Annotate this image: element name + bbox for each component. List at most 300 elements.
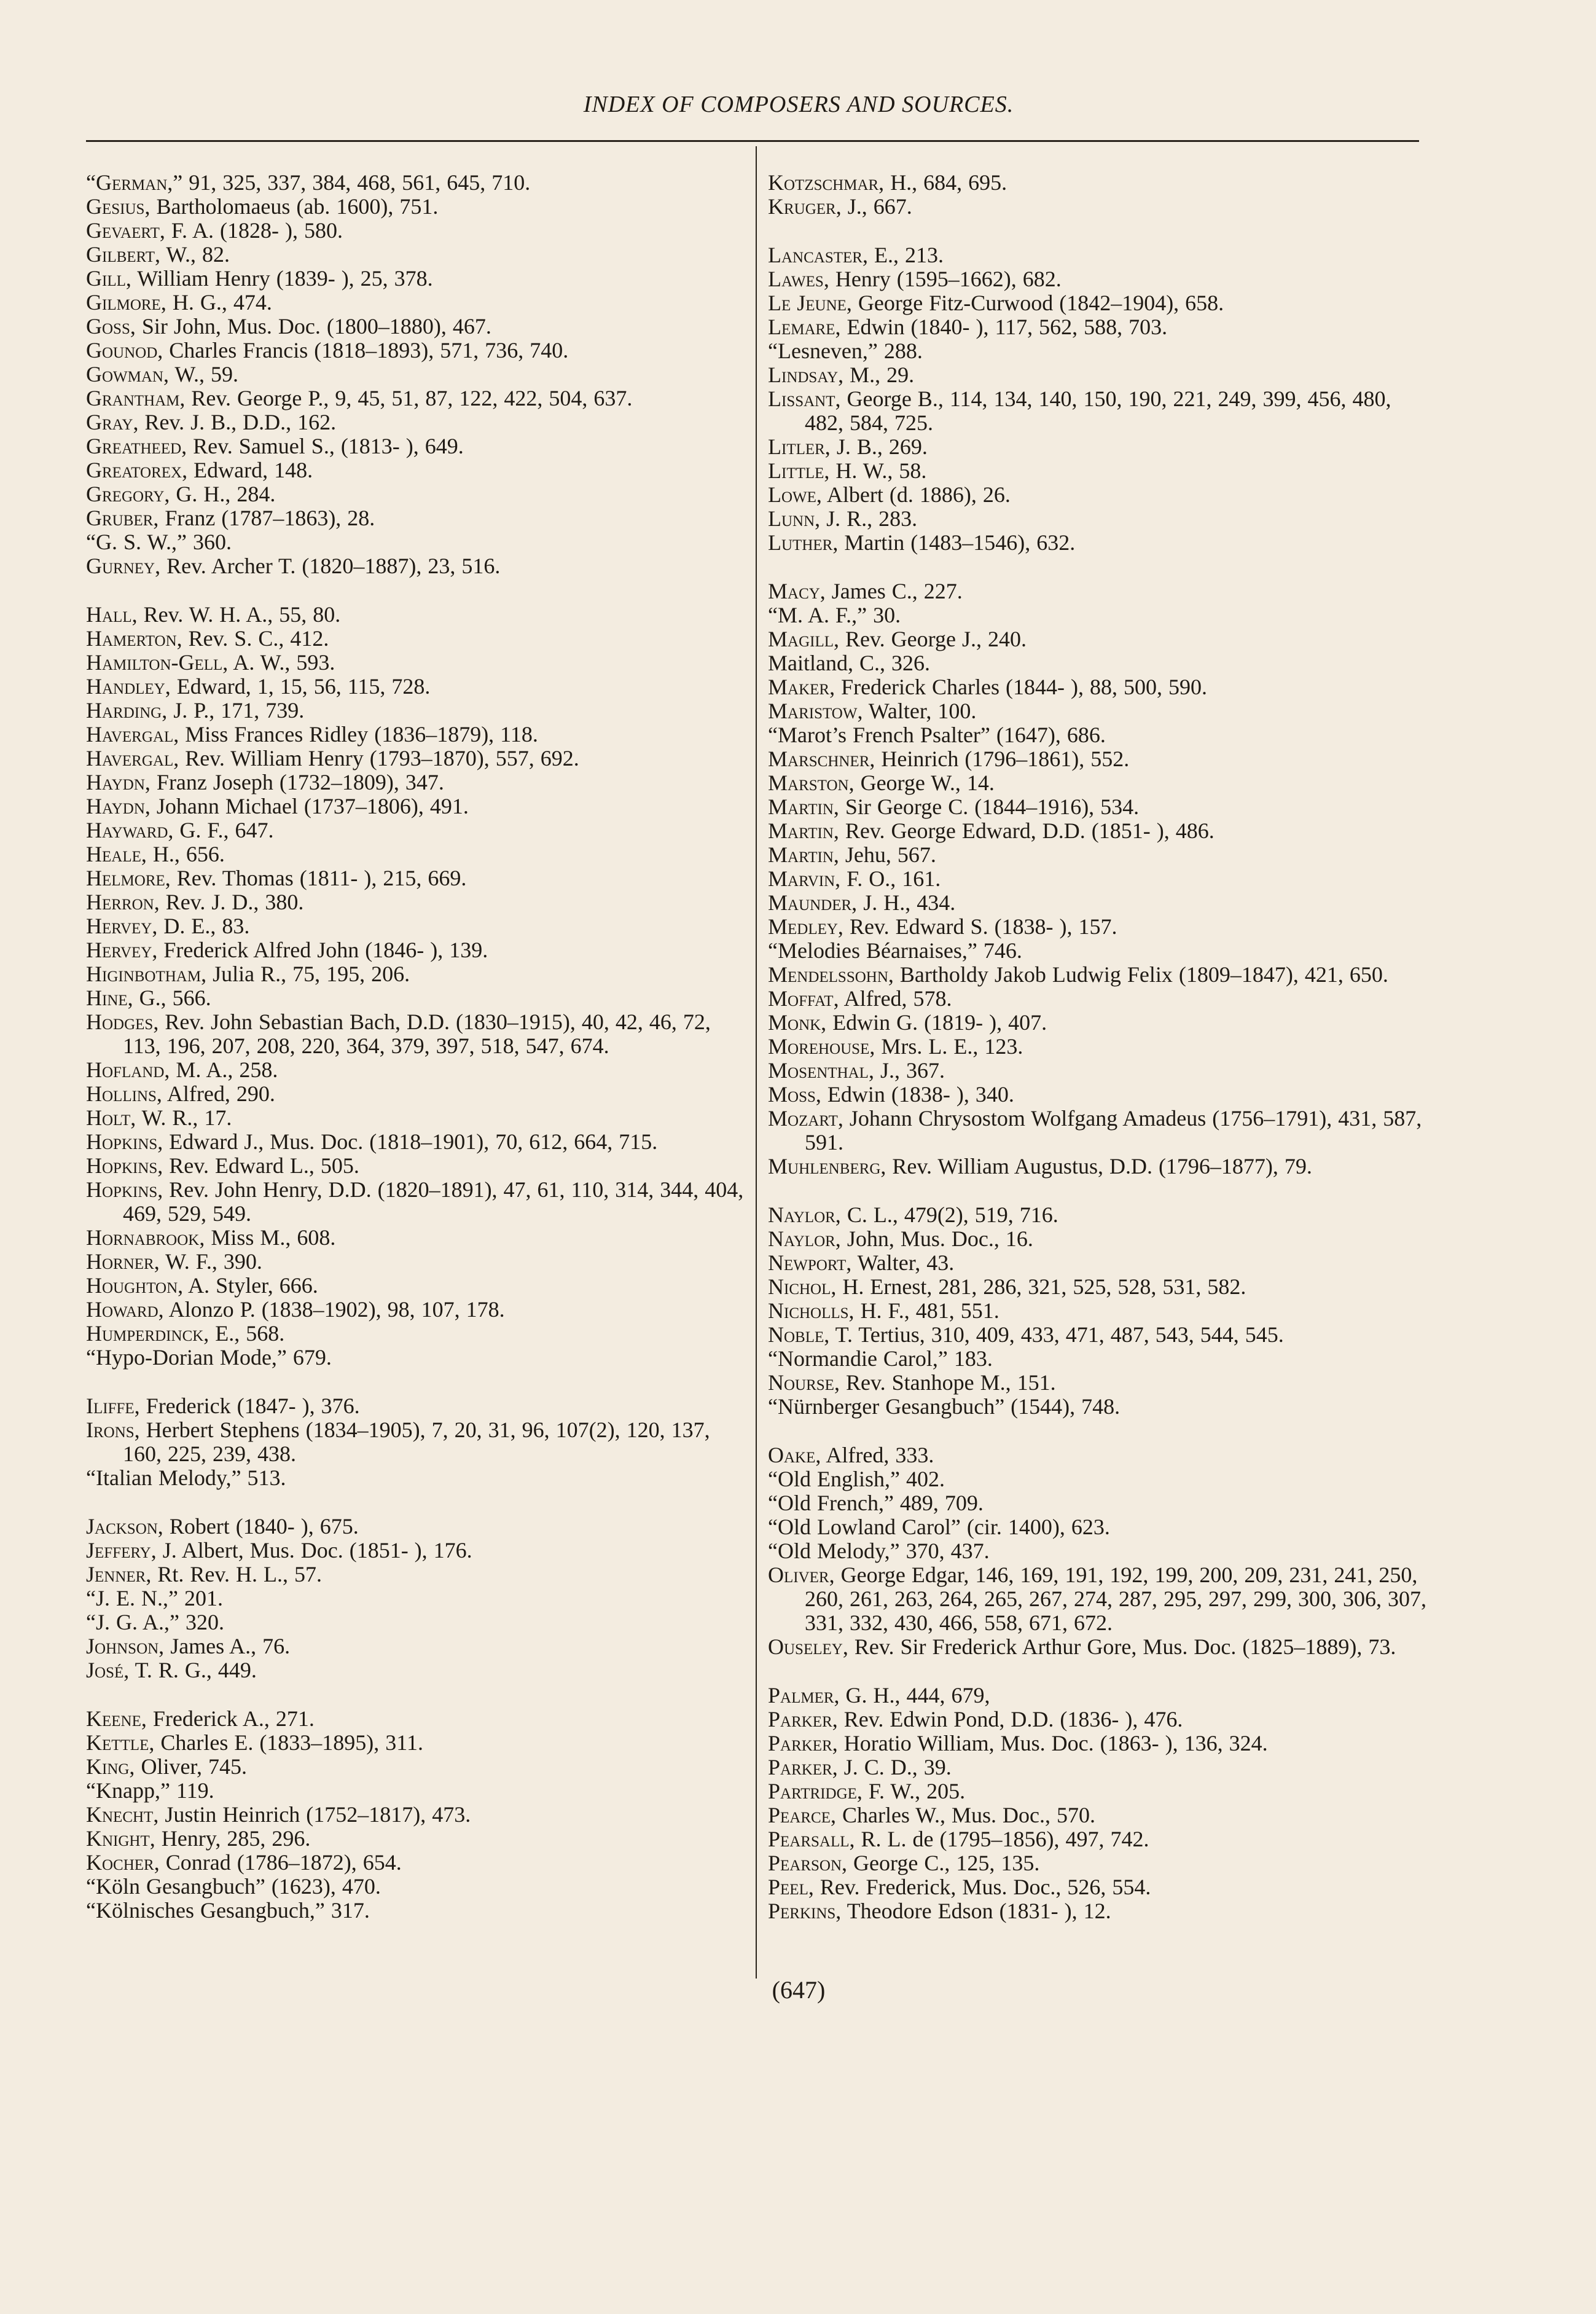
- entry-name: Maunder,: [768, 890, 858, 915]
- entry-name: Kettle,: [86, 1730, 155, 1755]
- index-entry: [86, 723, 749, 747]
- entry-refs: M. A., 258.: [170, 1057, 278, 1082]
- entry-refs: Charles W., Mus. Doc., 570.: [835, 1803, 1095, 1827]
- index-entry: [86, 1274, 749, 1298]
- index-entry: [86, 890, 749, 914]
- index-entry: [86, 1058, 749, 1082]
- entry-refs: D. E., 83.: [157, 914, 250, 938]
- entry-refs: H., 656.: [146, 842, 225, 866]
- entry-refs: “Knapp,” 119.: [86, 1778, 214, 1803]
- index-entry: [768, 1227, 1431, 1251]
- index-entry: [768, 651, 1431, 675]
- entry-refs: Franz (1787–1863), 28.: [158, 506, 375, 530]
- index-entry: [86, 171, 749, 195]
- entry-name: Horner,: [86, 1249, 160, 1274]
- entry-refs: J. B., 269.: [830, 434, 928, 459]
- entry-refs: Rev. Thomas (1811- ), 215, 669.: [170, 866, 467, 890]
- index-entry: [768, 435, 1431, 459]
- index-entry: [768, 987, 1431, 1011]
- entry-name: Knecht,: [86, 1802, 159, 1827]
- index-entry: [768, 171, 1431, 195]
- entry-name: “German,”: [86, 170, 183, 195]
- index-entry: [768, 771, 1431, 795]
- entry-refs: “Old Lowland Carol” (cir. 1400), 623.: [768, 1515, 1110, 1539]
- index-section: [768, 1203, 1431, 1419]
- entry-refs: E., 213.: [867, 243, 944, 267]
- index-entry: [86, 482, 749, 506]
- entry-name: Harding,: [86, 698, 168, 723]
- index-entry: [768, 387, 1431, 435]
- entry-refs: Justin Heinrich (1752–1817), 473.: [158, 1802, 471, 1827]
- entry-name: Gregory,: [86, 482, 170, 506]
- entry-refs: “Hypo-Dorian Mode,” 679.: [86, 1345, 332, 1370]
- page-number: (647): [772, 1976, 826, 2004]
- index-entry: [768, 1395, 1431, 1419]
- entry-name: Lowe,: [768, 482, 822, 507]
- index-entry: [86, 1250, 749, 1274]
- entry-name: Helmore,: [86, 866, 171, 890]
- entry-name: Monk,: [768, 1010, 827, 1035]
- entry-name: Le Jeune,: [768, 291, 852, 315]
- entry-refs: Bartholdy Jakob Ludwig Felix (1809–1847), 421, 650.: [893, 962, 1388, 987]
- entry-refs: Rev. George Edward, D.D. (1851- ), 486.: [839, 818, 1215, 843]
- index-section: [768, 171, 1431, 219]
- entry-refs: G. H., 444, 679,: [839, 1683, 990, 1708]
- entry-refs: Frederick (1847- ), 376.: [139, 1394, 360, 1418]
- index-entry: [86, 1010, 749, 1058]
- entry-name: Medley,: [768, 914, 843, 939]
- entry-name: Humperdinck,: [86, 1321, 209, 1346]
- entry-refs: “M. A. F.,” 30.: [768, 603, 901, 627]
- entry-name: Hall,: [86, 602, 138, 627]
- index-entry: [86, 1634, 749, 1658]
- index-section: [768, 1443, 1431, 1659]
- entry-name: Gowman,: [86, 362, 169, 386]
- entry-refs: F. A. (1828- ), 580.: [165, 218, 343, 243]
- entry-refs: Rev. J. D., 380.: [159, 890, 304, 914]
- entry-refs: Martin (1483–1546), 632.: [838, 530, 1076, 555]
- index-entry: [768, 1827, 1431, 1851]
- entry-name: Houghton,: [86, 1273, 184, 1298]
- entry-refs: H. Ernest, 281, 286, 321, 525, 528, 531, 582.: [836, 1274, 1246, 1299]
- entry-name: Knight,: [86, 1826, 155, 1851]
- entry-name: Gounod,: [86, 338, 163, 363]
- entry-name: Holt,: [86, 1105, 136, 1130]
- entry-refs: Henry (1595–1662), 682.: [829, 267, 1062, 291]
- entry-name: Luther,: [768, 530, 839, 555]
- entry-name: Hayward,: [86, 818, 174, 842]
- entry-name: Herron,: [86, 890, 160, 914]
- entry-refs: Alfred, 578.: [839, 986, 952, 1011]
- entry-refs: “Old French,” 489, 709.: [768, 1491, 984, 1515]
- entry-refs: George C., 125, 135.: [847, 1851, 1040, 1875]
- entry-name: Pearsall,: [768, 1827, 855, 1851]
- entry-refs: A. W., 593.: [228, 650, 335, 675]
- entry-name: Parker,: [768, 1731, 838, 1755]
- index-section: [86, 171, 749, 578]
- entry-name: Kocher,: [86, 1850, 160, 1875]
- entry-name: Gevaert,: [86, 218, 165, 243]
- entry-refs: Jehu, 567.: [839, 842, 936, 867]
- index-entry: [768, 1107, 1431, 1155]
- entry-refs: “J. G. A.,” 320.: [86, 1610, 224, 1634]
- entry-refs: Bartholomaeus (ab. 1600), 751.: [150, 194, 439, 219]
- index-entry: [86, 986, 749, 1010]
- index-entry: [768, 1299, 1431, 1323]
- entry-name: Perkins,: [768, 1899, 842, 1923]
- right-column: [768, 171, 1431, 1948]
- index-entry: [768, 915, 1431, 939]
- entry-name: Marston,: [768, 771, 855, 795]
- index-entry: [768, 579, 1431, 603]
- index-entry: [86, 747, 749, 771]
- entry-name: Hornabrook,: [86, 1225, 205, 1250]
- entry-refs: “Melodies Béarnaises,” 746.: [768, 938, 1022, 963]
- index-entry: [86, 363, 749, 386]
- index-entry: [86, 1707, 749, 1731]
- index-entry: [86, 1322, 749, 1346]
- index-entry: [86, 1755, 749, 1779]
- index-entry: [768, 339, 1431, 363]
- entry-refs: John, Mus. Doc., 16.: [840, 1226, 1033, 1251]
- entry-name: Lemare,: [768, 315, 841, 339]
- entry-name: Lindsay,: [768, 363, 844, 387]
- entry-refs: “Lesneven,” 288.: [768, 339, 923, 363]
- entry-refs: “Nürnberger Gesangbuch” (1544), 748.: [768, 1394, 1121, 1419]
- entry-refs: Miss Frances Ridley (1836–1879), 118.: [179, 722, 538, 747]
- index-entry: [86, 458, 749, 482]
- entry-refs: H. W., 58.: [829, 458, 927, 483]
- entry-refs: Rev. Edward S. (1838- ), 157.: [843, 914, 1117, 939]
- index-entry: [86, 1418, 749, 1466]
- entry-refs: W., 59.: [169, 362, 239, 386]
- index-entry: [768, 1467, 1431, 1491]
- entry-name: Oliver,: [768, 1563, 835, 1587]
- entry-name: Naylor,: [768, 1202, 841, 1227]
- index-section: [768, 579, 1431, 1179]
- entry-refs: Rev. John Sebastian Bach, D.D. (1830–1915), 40, 42, 46, 72, 113, 196, 207, 208, 220, 364, 379, 397, 518, 547, 674.: [123, 1010, 711, 1058]
- entry-name: Greatorex,: [86, 458, 188, 482]
- entry-refs: Robert (1840- ), 675.: [163, 1514, 359, 1539]
- entry-refs: William Henry (1839- ), 25, 378.: [131, 266, 433, 291]
- entry-name: Johnson,: [86, 1634, 165, 1658]
- index-entry: [768, 1323, 1431, 1347]
- entry-refs: Johann Chrysostom Wolfgang Amadeus (1756–1791), 431, 587, 591.: [805, 1106, 1422, 1155]
- entry-refs: J. H., 434.: [857, 890, 956, 915]
- entry-name: Hopkins,: [86, 1153, 163, 1178]
- index-entry: [768, 267, 1431, 291]
- index-entry: [86, 506, 749, 530]
- index-entry: [768, 243, 1431, 267]
- entry-name: Moss,: [768, 1082, 821, 1107]
- entry-refs: Alfred, 290.: [162, 1081, 275, 1106]
- entry-refs: G. H., 284.: [170, 482, 276, 506]
- index-entry: [86, 1346, 749, 1370]
- index-entry: [768, 819, 1431, 843]
- index-entry: [768, 1684, 1431, 1708]
- index-entry: [86, 794, 749, 818]
- entry-refs: Rev. John Henry, D.D. (1820–1891), 47, 61, 110, 314, 344, 404, 469, 529, 549.: [123, 1177, 744, 1226]
- entry-name: Magill,: [768, 627, 839, 651]
- entry-name: Little,: [768, 458, 830, 483]
- entry-refs: George B., 114, 134, 140, 150, 190, 221, 249, 399, 456, 480, 482, 584, 725.: [805, 386, 1391, 435]
- entry-refs: Rev. William Augustus, D.D. (1796–1877), 79.: [886, 1154, 1312, 1179]
- index-entry: [768, 1539, 1431, 1563]
- entry-refs: J., 667.: [841, 194, 912, 219]
- entry-refs: J. Albert, Mus. Doc. (1851- ), 176.: [156, 1538, 472, 1563]
- entry-refs: Heinrich (1796–1861), 552.: [875, 747, 1130, 771]
- entry-name: Hofland,: [86, 1057, 170, 1082]
- index-entry: [86, 962, 749, 986]
- entry-refs: Rev. Edwin Pond, D.D. (1836- ), 476.: [837, 1707, 1183, 1732]
- entry-name: Gesius,: [86, 194, 151, 219]
- entry-name: Hamerton,: [86, 626, 182, 651]
- index-entry: [86, 1851, 749, 1875]
- entry-name: Gilmore,: [86, 290, 166, 315]
- index-entry: [768, 1035, 1431, 1059]
- entry-name: Hopkins,: [86, 1129, 163, 1154]
- index-entry: [86, 386, 749, 410]
- index-entry: [768, 1155, 1431, 1179]
- entry-name: Gray,: [86, 410, 139, 434]
- entry-name: Muhlenberg,: [768, 1154, 886, 1179]
- entry-refs: Rev. W. H. A., 55, 80.: [137, 602, 341, 627]
- index-entry: [86, 1658, 749, 1682]
- entry-refs: Rev. George J., 240.: [839, 627, 1027, 651]
- entry-refs: H. F., 481, 551.: [854, 1298, 999, 1323]
- index-entry: [768, 1491, 1431, 1515]
- index-entry: [86, 1586, 749, 1610]
- entry-name: Gilbert,: [86, 242, 160, 267]
- entry-refs: Edward J., Mus. Doc. (1818–1901), 70, 612, 664, 715.: [163, 1129, 658, 1154]
- index-entry: [86, 818, 749, 842]
- entry-name: Havergal,: [86, 746, 179, 771]
- index-entry: [86, 554, 749, 578]
- index-entry: [86, 771, 749, 794]
- index-entry: [768, 531, 1431, 555]
- entry-name: Keene,: [86, 1706, 147, 1731]
- entry-name: Haydn,: [86, 794, 151, 818]
- index-entry: [86, 339, 749, 363]
- entry-refs: Frederick A., 271.: [146, 1706, 315, 1731]
- entry-name: Goss,: [86, 314, 136, 339]
- entry-refs: “Old English,” 402.: [768, 1467, 945, 1491]
- index-entry: [768, 507, 1431, 531]
- entry-name: Macy,: [768, 579, 826, 603]
- index-entry: [86, 675, 749, 699]
- entry-name: José,: [86, 1658, 130, 1682]
- entry-name: Jenner,: [86, 1562, 152, 1586]
- index-entry: [768, 1563, 1431, 1635]
- index-entry: [768, 939, 1431, 963]
- entry-name: Newport,: [768, 1250, 852, 1275]
- index-entry: [768, 1059, 1431, 1083]
- index-entry: [768, 363, 1431, 387]
- entry-name: Moffat,: [768, 986, 839, 1011]
- entry-name: Palmer,: [768, 1683, 840, 1708]
- index-entry: [86, 1298, 749, 1322]
- entry-refs: “J. E. N.,” 201.: [86, 1586, 223, 1610]
- entry-refs: Johann Michael (1737–1806), 491.: [150, 794, 469, 818]
- entry-refs: Sir George C. (1844–1916), 534.: [839, 794, 1140, 819]
- index-entry: [86, 866, 749, 890]
- entry-name: Jackson,: [86, 1514, 163, 1539]
- index-section: [768, 243, 1431, 555]
- entry-name: Howard,: [86, 1297, 164, 1322]
- entry-refs: Theodore Edson (1831- ), 12.: [841, 1899, 1111, 1923]
- entry-name: Oake,: [768, 1443, 821, 1467]
- entry-refs: Rev. Archer T. (1820–1887), 23, 516.: [160, 554, 501, 578]
- entry-refs: H. G., 474.: [166, 290, 272, 315]
- entry-refs: Rev. George P., 9, 45, 51, 87, 122, 422, 504, 637.: [185, 386, 633, 410]
- index-entry: [86, 1610, 749, 1634]
- entry-refs: Alonzo P. (1838–1902), 98, 107, 178.: [163, 1297, 505, 1322]
- index-entry: [86, 1178, 749, 1226]
- index-entry: [86, 1106, 749, 1130]
- index-entry: [86, 914, 749, 938]
- index-entry: [768, 1371, 1431, 1395]
- entry-refs: W., 82.: [160, 242, 230, 267]
- index-entry: [86, 603, 749, 627]
- index-entry: [768, 1899, 1431, 1923]
- index-entry: [86, 315, 749, 339]
- index-entry: [86, 1731, 749, 1755]
- entry-refs: “Normandie Carol,” 183.: [768, 1346, 993, 1371]
- entry-refs: Sir John, Mus. Doc. (1800–1880), 467.: [135, 314, 491, 339]
- index-entry: [86, 530, 749, 554]
- entry-refs: Rev. J. B., D.D., 162.: [138, 410, 337, 434]
- entry-name: Nourse,: [768, 1370, 840, 1395]
- entry-refs: J. P., 171, 739.: [167, 698, 305, 723]
- index-entry: [768, 1011, 1431, 1035]
- index-entry: [86, 243, 749, 267]
- index-entry: [86, 1827, 749, 1851]
- entry-refs: 91, 325, 337, 384, 468, 561, 645, 710.: [182, 170, 531, 195]
- index-entry: [768, 675, 1431, 699]
- entry-refs: J. R., 283.: [820, 506, 918, 531]
- header-rule: [86, 140, 1419, 142]
- entry-name: Hamilton-Gell,: [86, 650, 229, 675]
- index-entry: [86, 1563, 749, 1586]
- entry-refs: W. F., 390.: [159, 1249, 262, 1274]
- entry-name: Martin,: [768, 794, 839, 819]
- index-section: [86, 1394, 749, 1490]
- left-column: [86, 171, 749, 1947]
- entry-name: Jeffery,: [86, 1538, 157, 1563]
- index-entry: [86, 699, 749, 723]
- index-entry: [86, 195, 749, 219]
- entry-name: Lissant,: [768, 386, 841, 411]
- entry-refs: F. W., 205.: [862, 1779, 966, 1803]
- index-entry: [768, 1251, 1431, 1275]
- index-entry: [768, 1443, 1431, 1467]
- entry-name: Mozart,: [768, 1106, 843, 1131]
- index-entry: [768, 1275, 1431, 1299]
- entry-name: Handley,: [86, 674, 171, 699]
- entry-refs: Mrs. L. E., 123.: [875, 1034, 1023, 1059]
- index-entry: [768, 627, 1431, 651]
- entry-refs: George Fitz-Curwood (1842–1904), 658.: [851, 291, 1224, 315]
- index-entry: [768, 603, 1431, 627]
- index-entry: [86, 219, 749, 243]
- index-entry: [768, 195, 1431, 219]
- index-entry: [86, 1875, 749, 1899]
- entry-name: Kotzschmar,: [768, 170, 885, 195]
- entry-name: Iliffe,: [86, 1394, 140, 1418]
- index-entry: [86, 410, 749, 434]
- entry-name: Martin,: [768, 818, 839, 843]
- index-entry: [86, 1779, 749, 1803]
- index-entry: [768, 1875, 1431, 1899]
- entry-refs: Maitland, C., 326.: [768, 651, 930, 675]
- index-entry: [86, 1539, 749, 1563]
- index-section: [768, 1684, 1431, 1923]
- entry-refs: Henry, 285, 296.: [155, 1826, 311, 1851]
- entry-name: Haydn,: [86, 770, 151, 794]
- entry-name: Ouseley,: [768, 1634, 848, 1659]
- entry-refs: J., 367.: [874, 1058, 945, 1083]
- entry-refs: G., 566.: [133, 986, 211, 1010]
- entry-refs: Rev. William Henry (1793–1870), 557, 692.: [179, 746, 579, 771]
- entry-refs: M., 29.: [843, 363, 915, 387]
- index-entry: [86, 434, 749, 458]
- entry-name: Parker,: [768, 1707, 838, 1732]
- index-entry: [768, 867, 1431, 891]
- entry-name: Greatheed,: [86, 434, 187, 458]
- entry-name: Morehouse,: [768, 1034, 875, 1059]
- entry-refs: T. R. G., 449.: [129, 1658, 257, 1682]
- index-entry: [768, 1635, 1431, 1659]
- entry-name: Grantham,: [86, 386, 186, 410]
- entry-name: Mosenthal,: [768, 1058, 874, 1083]
- index-entry: [768, 747, 1431, 771]
- entry-name: Parker,: [768, 1755, 838, 1779]
- entry-name: Hollins,: [86, 1081, 162, 1106]
- entry-name: Irons,: [86, 1418, 140, 1442]
- entry-refs: Edwin (1840- ), 117, 562, 588, 703.: [840, 315, 1168, 339]
- index-entry: [768, 1708, 1431, 1732]
- entry-name: Partridge,: [768, 1779, 863, 1803]
- index-entry: [768, 483, 1431, 507]
- entry-refs: George Edgar, 146, 169, 191, 192, 199, 200, 209, 231, 241, 250, 260, 261, 263, 264, 265, 267, 274, 287, 295, 297, 299, 300, 306, 307, 331, 332, 430, 466, 558, 671, 672.: [805, 1563, 1426, 1635]
- entry-name: Gruber,: [86, 506, 159, 530]
- entry-refs: G. F., 647.: [173, 818, 274, 842]
- entry-name: Peel,: [768, 1875, 814, 1899]
- entry-refs: James C., 227.: [825, 579, 963, 603]
- entry-name: Nicholls,: [768, 1298, 855, 1323]
- entry-refs: C. L., 479(2), 519, 716.: [840, 1202, 1058, 1227]
- index-entry: [768, 1515, 1431, 1539]
- entry-name: Kruger,: [768, 194, 842, 219]
- entry-refs: Rev. Sir Frederick Arthur Gore, Mus. Doc. (1825–1889), 73.: [848, 1634, 1396, 1659]
- entry-name: Hine,: [86, 986, 133, 1010]
- entry-refs: Horatio William, Mus. Doc. (1863- ), 136, 324.: [837, 1731, 1268, 1755]
- index-entry: [768, 1755, 1431, 1779]
- entry-name: Lawes,: [768, 267, 829, 291]
- index-entry: [86, 651, 749, 675]
- index-entry: [86, 842, 749, 866]
- index-entry: [768, 891, 1431, 915]
- entry-refs: “Old Melody,” 370, 437.: [768, 1539, 990, 1563]
- entry-refs: F. O., 161.: [840, 866, 941, 891]
- column-divider: [756, 146, 757, 1979]
- entry-name: Pearce,: [768, 1803, 836, 1827]
- entry-refs: Oliver, 745.: [135, 1754, 247, 1779]
- entry-refs: Frederick Alfred John (1846- ), 139.: [157, 938, 488, 962]
- index-entry: [768, 1779, 1431, 1803]
- entry-refs: Rev. Frederick, Mus. Doc., 526, 554.: [813, 1875, 1151, 1899]
- entry-refs: Rev. S. C., 412.: [182, 626, 329, 651]
